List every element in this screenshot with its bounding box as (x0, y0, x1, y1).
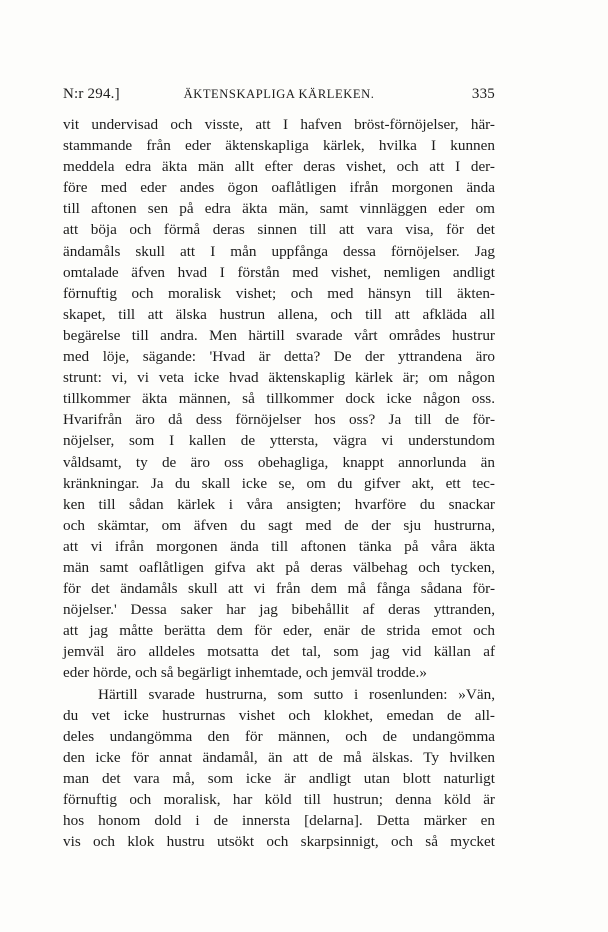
text-line: att böja och förmå deras sinnen till att vara visa, för det (63, 221, 495, 239)
section-number: N:r 294.] (63, 86, 120, 102)
text-line: att jag måtte berätta dem för eder, enär de strida emot och (63, 622, 495, 640)
text-line: ken till sådan kärlek i våra ansigten; hvarföre du snackar (63, 495, 495, 513)
text-line: eder hörde, och så begärligt inhemtade, och jemväl trodde.» (63, 664, 427, 682)
running-header (63, 86, 495, 108)
page-number: 335 (471, 86, 495, 102)
text-line: jemväl äro alldeles motsatta det tal, som jag vid källan af (63, 643, 495, 661)
text-line: meddela edra äkta män allt efter deras vishet, och att I der- (63, 158, 495, 176)
text-line: till aftonen sen på edra äkta män, samt vinnläggen eder om (63, 200, 495, 218)
text-line: stammande från eder äktenskapliga kärlek, hvilka I kunnen (63, 137, 495, 155)
text-line: kränkningar. Ja du skall icke se, om du gifver akt, ett tec- (63, 474, 495, 492)
text-line: omtalade äfven hvad I förstån med vishet, nemligen andligt (63, 263, 495, 281)
chapter-title: ÄKTENSKAPLIGA KÄRLEKEN. (183, 87, 375, 101)
text-line: vis och klok hustru utsökt och skarpsinnigt, och så mycket (63, 833, 495, 851)
text-line: Hvarifrån äro då dess förnöjelser hos oss? Ja till de för- (63, 411, 495, 429)
text-line: och skämtar, om äfven du sagt med de der sju hustrurna, (63, 516, 495, 534)
text-line: begärelse till andra. Men härtill svarade vårt områdes hustrur (63, 326, 495, 344)
text-line: våldsamt, ty de äro oss obehagliga, knappt annorlunda än (63, 453, 495, 471)
text-line: för det ändamåls skull att vi från dem må fånga sådana för- (63, 580, 495, 598)
text-line: med löje, sägande: 'Hvad är detta? De der yttrandena äro (63, 348, 495, 366)
text-line: den icke för annat ändamål, än att de må älskas. Ty hvilken (63, 748, 495, 766)
text-line: att vi ifrån morgonen ända till aftonen tänka på våra äkta (63, 537, 495, 555)
text-line: före med eder andes ögon oaflåtligen ifrån morgonen ända (63, 179, 495, 197)
text-line: ändamåls skull att I mån uppfånga dessa förnöjelser. Jag (63, 242, 495, 260)
paragraph-start-line: Härtill svarade hustrurna, som sutto i rosenlunden: »Vän, (98, 685, 495, 703)
text-line: du vet icke hustrurnas vishet och klokhet, emedan de all- (63, 706, 495, 724)
text-line: vit undervisad och visste, att I hafven bröst-förnöjelser, här- (63, 116, 495, 133)
text-line: skapet, till att älska hustrun allena, och till att afkläda all (63, 305, 495, 323)
text-line: förnuftig och moralisk, har köld till hustrun; denna köld är (63, 791, 495, 808)
body-text (63, 114, 495, 852)
text-line: förnuftig och moralisk vishet; och med hänsyn till äkten- (63, 284, 495, 302)
text-line: män samt oaflåtligen gifva akt på deras välbehag och tycken, (63, 558, 495, 576)
text-line: nöjelser, som I kallen de yttersta, vägra vi understundom (63, 432, 495, 450)
text-line: strunt: vi, vi veta icke hvad äktenskaplig kärlek är; om någon (63, 369, 495, 387)
text-line: nöjelser.' Dessa saker har jag bibehållit af deras yttranden, (63, 601, 495, 619)
text-line: tillkommer äkta männen, så tillkommer dock icke någon oss. (63, 390, 495, 408)
text-line: hos honom dold i de innersta [delarna]. Detta märker en (63, 812, 495, 830)
text-line: deles undangömma den för männen, och de undangömma (63, 727, 495, 745)
text-line: man det vara må, som icke är andligt utan blott naturligt (63, 769, 495, 787)
